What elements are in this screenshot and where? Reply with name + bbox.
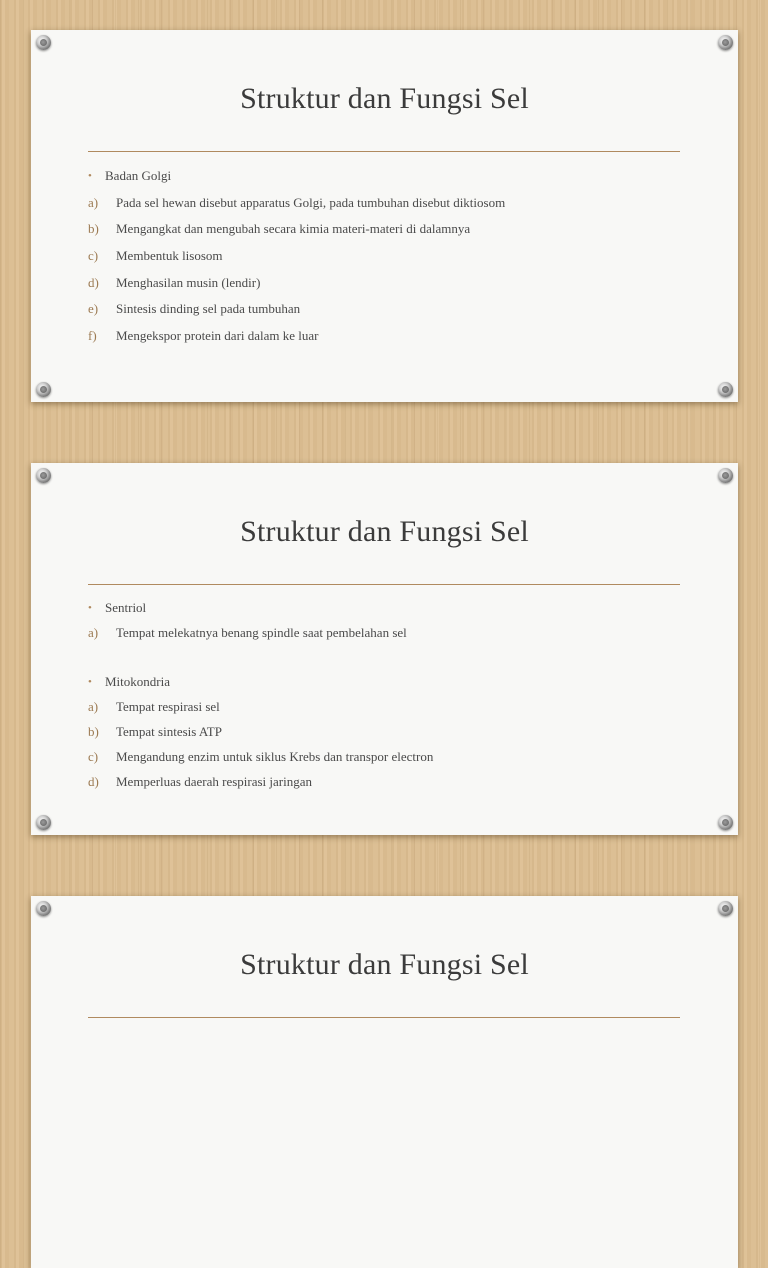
- bullet-item: [88, 163, 688, 190]
- list-text: Pada sel hewan disebut apparatus Golgi, pada tumbuhan disebut diktiosom: [116, 194, 506, 210]
- pushpin-icon: [718, 815, 733, 830]
- pushpin-icon: [718, 382, 733, 397]
- slide-content: [88, 163, 688, 350]
- list-text: Tempat melekatnya benang spindle saat pembelahan sel: [116, 624, 407, 640]
- pushpin-icon: [718, 35, 733, 50]
- list-item: [88, 323, 688, 350]
- pushpin-icon: [36, 382, 51, 397]
- bullet-text: Badan Golgi: [105, 168, 172, 183]
- slide-title: Struktur dan Fungsi Sel: [240, 82, 529, 115]
- list-item: [88, 745, 688, 770]
- list-marker: c): [88, 248, 99, 264]
- bullet-marker: •: [88, 170, 92, 182]
- list-marker: b): [88, 723, 99, 739]
- list-item: [88, 720, 688, 745]
- pushpin-icon: [718, 468, 733, 483]
- section-spacer: [88, 646, 688, 671]
- list-marker: a): [88, 194, 99, 210]
- list-item: [88, 695, 688, 720]
- slide-2: [31, 463, 738, 835]
- list-text: Mengangkat dan mengubah secara kimia materi-materi di dalamnya: [116, 221, 471, 237]
- title-divider: [88, 1017, 680, 1018]
- list-marker: d): [88, 274, 99, 290]
- list-text: Tempat sintesis ATP: [116, 723, 222, 739]
- pushpin-icon: [718, 901, 733, 916]
- bullet-item: [88, 670, 688, 695]
- slide-3: [31, 896, 738, 1268]
- list-marker: c): [88, 748, 99, 764]
- list-text: Sintesis dinding sel pada tumbuhan: [116, 301, 301, 317]
- slide-title: Struktur dan Fungsi Sel: [240, 948, 529, 981]
- pushpin-icon: [36, 901, 51, 916]
- list-text: Mengandung enzim untuk siklus Krebs dan transpor electron: [116, 748, 434, 764]
- list-text: Membentuk lisosom: [116, 248, 223, 264]
- list-marker: f): [88, 328, 97, 344]
- pushpin-icon: [36, 468, 51, 483]
- list-marker: a): [88, 699, 99, 715]
- list-marker: b): [88, 221, 99, 237]
- bullet-text: Mitokondria: [105, 674, 170, 690]
- pushpin-icon: [36, 35, 51, 50]
- title-divider: [88, 584, 680, 585]
- bullet-item: [88, 596, 688, 621]
- list-item: [88, 270, 688, 297]
- bullet-text: Sentriol: [105, 600, 147, 615]
- list-marker: a): [88, 624, 99, 640]
- slide-content: [88, 596, 688, 794]
- list-marker: e): [88, 301, 99, 317]
- list-text: Memperluas daerah respirasi jaringan: [116, 773, 313, 789]
- bullet-marker: •: [88, 602, 92, 614]
- list-item: [88, 621, 688, 646]
- list-text: Menghasilan musin (lendir): [116, 274, 261, 290]
- slide-1: [31, 30, 738, 402]
- list-marker: d): [88, 773, 99, 789]
- list-item: [88, 243, 688, 270]
- pushpin-icon: [36, 815, 51, 830]
- list-item: [88, 216, 688, 243]
- list-text: Mengekspor protein dari dalam ke luar: [116, 328, 319, 344]
- list-item: [88, 296, 688, 323]
- bullet-marker: •: [88, 676, 92, 689]
- title-divider: [88, 151, 680, 152]
- list-text: Tempat respirasi sel: [116, 699, 220, 715]
- list-item: [88, 190, 688, 217]
- slide-title: Struktur dan Fungsi Sel: [240, 515, 529, 548]
- list-item: [88, 770, 688, 795]
